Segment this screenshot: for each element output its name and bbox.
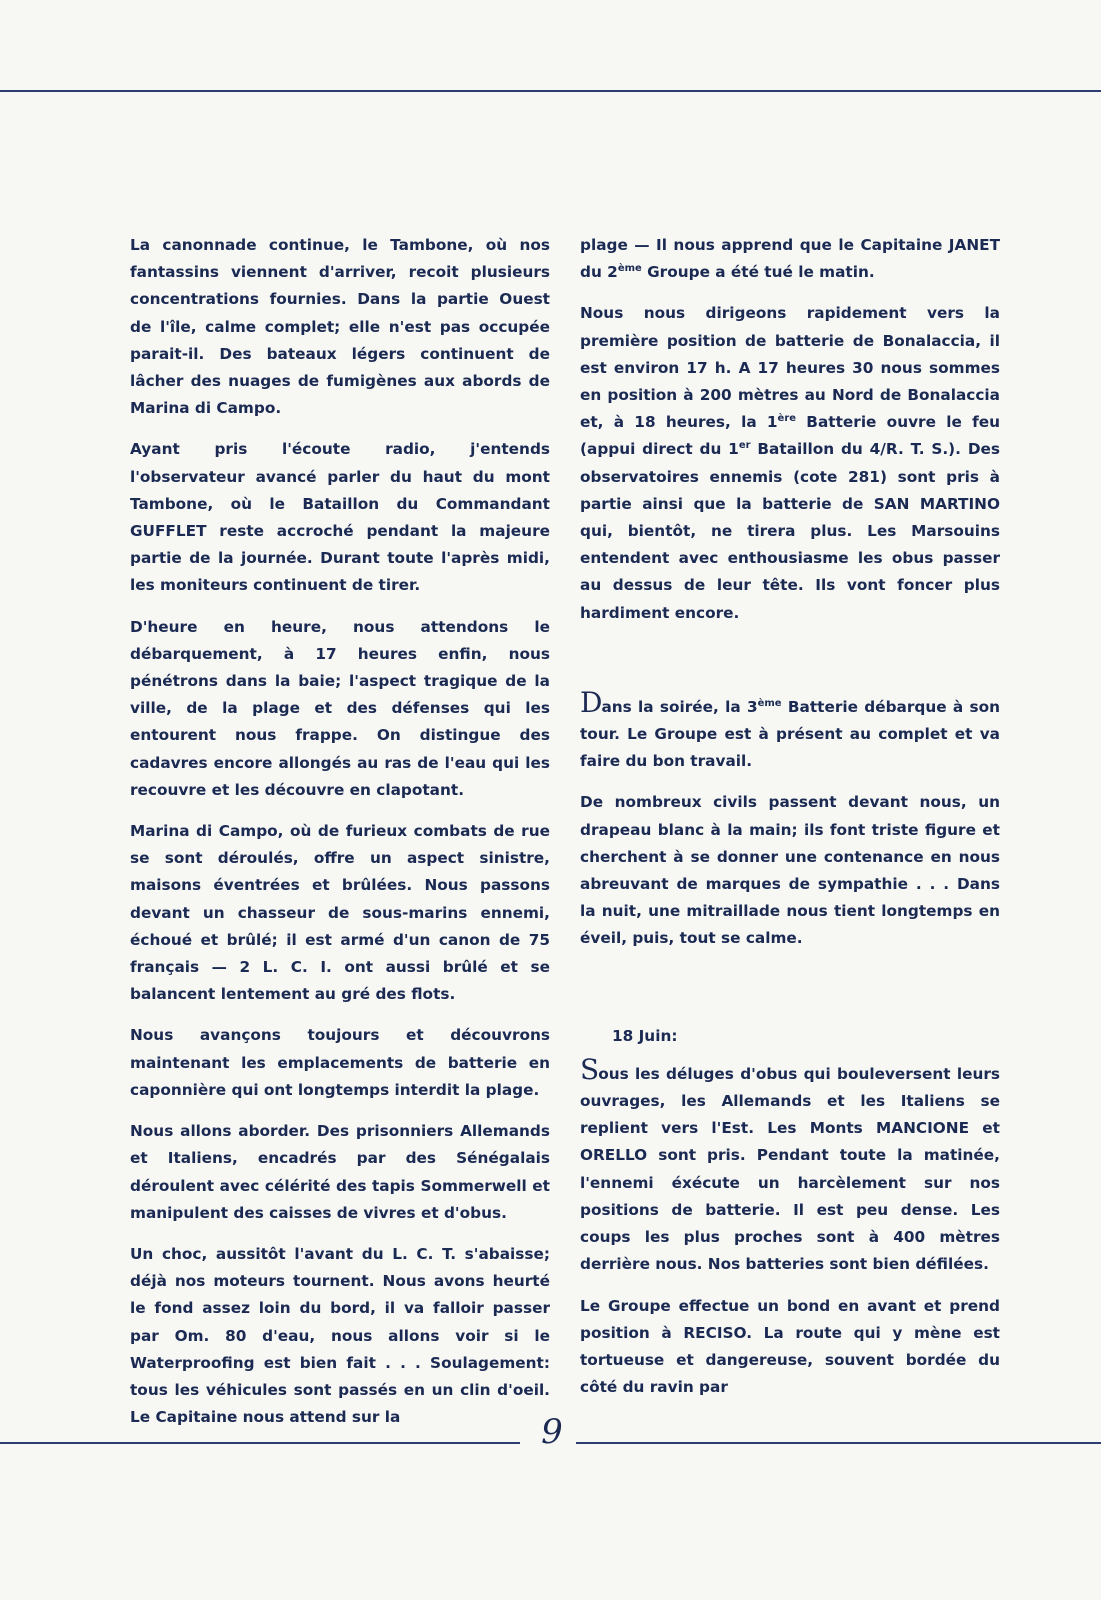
paragraph: D'heure en heure, nous attendons le débarquement, à 17 heures enfin, nous pénétrons dans la baie; l'aspect tragique de la ville, de la plage et des défenses qui les entourent nous frappe. On distingue des cadavres encore allongés au ras de l'eau qui les recouvre et les découvre en clapotant.: [130, 617, 550, 799]
paragraph: Le Groupe effectue un bond en avant et prend position à RECISO. La route qui y mène est tortueuse et dangereuse, souvent bordée du côté du ravin par: [580, 1296, 1000, 1397]
paragraph: [580, 232, 1000, 286]
paragraph: [580, 300, 1000, 626]
superscript: er: [738, 440, 751, 452]
text-run: Batterie débarque à son tour. Le Groupe est à présent au complet et va faire du bon travail.: [580, 697, 1000, 771]
right-column: [580, 232, 1000, 1415]
drop-cap: D: [580, 685, 602, 719]
superscript: ère: [777, 413, 797, 425]
text-run: Groupe a été tué le matin.: [641, 263, 875, 282]
paragraph: Un choc, aussitôt l'avant du L. C. T. s'abaisse; déjà nos moteurs tournent. Nous avons heurté le fond assez loin du bord, il va falloir passer par Om. 80 d'eau, nous allons voir si le Waterproofing est bien fait . . . Soulagement: tous les véhicules sont passés en un clin d'oeil. Le Capitaine nous attend sur la: [130, 1244, 550, 1427]
date-spacer: [580, 967, 1000, 1023]
paragraph: Nous allons aborder. Des prisonniers Allemands et Italiens, encadrés par des Sénégalais déroulent avec célérité des tapis Sommerwell et manipulent des caisses de vivres et d'obus.: [130, 1122, 550, 1222]
paragraph: [580, 685, 1000, 776]
paragraph: Marina di Campo, où de furieux combats de rue se sont déroulés, offre un aspect sinistre, maisons éventrées et brûlées. Nous passons devant un chasseur de sous-marins ennemi, échoué et brûlé; il est armé d'un canon de 75 français — 2 L. C. I. ont aussi brûlé et se balancent lentement au gré des flots.: [130, 822, 550, 1004]
superscript: ème: [617, 263, 642, 275]
date-heading: 18 Juin:: [612, 1026, 678, 1045]
section-spacer: [580, 641, 1000, 693]
bottom-rule-right: [576, 1442, 1101, 1444]
text-run: plage — Il nous apprend que le Capitaine JANET du 2: [580, 236, 1000, 282]
paragraph: La canonnade continue, le Tambone, où nos fantassins viennent d'arriver, recoit plusieurs concentrations fournies. Dans la partie Ouest de l'île, calme complet; elle n'est pas occupée parait-il. Des bateaux légers continuent de lâcher des nuages de fumigènes aux abords de Marina di Campo.: [130, 236, 550, 418]
paragraph: De nombreux civils passent devant nous, un drapeau blanc à la main; ils font triste figure et cherchent à se donner une contenance en nous abreuvant de marques de sympathie . . . Dans la nuit, une mitraillade nous tient longtemps en éveil, puis, tout se calme.: [580, 793, 1000, 948]
text-run: Bataillon du 4/R. T. S.). Des observatoires ennemis (cote 281) sont pris à partie ainsi que la batterie de SAN MARTINO qui, bientôt, ne tirera plus. Les Marsouins entendent avec enthousiasme les obus passer au dessus de leur tête. Ils vont foncer plus hardiment encore.: [580, 440, 1000, 622]
page-number: 9: [541, 1412, 563, 1452]
paragraph: [580, 1052, 1000, 1279]
drop-cap: S: [580, 1052, 599, 1086]
text-run: Batterie ouvre le feu (appui direct du 1: [580, 413, 1000, 459]
text-run: ous les déluges d'obus qui bouleversent leurs ouvrages, les Allemands et les Italiens se replient vers l'Est. Les Monts MANCIONE et ORELLO sont pris. Pendant toute la matinée, l'ennemi éxécute un harcèlement sur nos positions de batterie. Il est peu dense. Les coups les plus proches sont à 400 mètres derrière nous. Nos batteries sont bien défilées.: [580, 1064, 1000, 1274]
paragraph: Nous avançons toujours et découvrons maintenant les emplacements de batterie en caponnière qui ont longtemps interdit la plage.: [130, 1026, 550, 1099]
left-column: [130, 232, 550, 1445]
paragraph: Ayant pris l'écoute radio, j'entends l'observateur avancé parler du haut du mont Tambone, où le Bataillon du Commandant GUFFLET reste accroché pendant la majeure partie de la journée. Durant toute l'après midi, les moniteurs continuent de tirer.: [130, 440, 550, 595]
bottom-rule-left: [0, 1442, 520, 1444]
text-run: ans la soirée, la 3: [601, 697, 758, 716]
superscript: ème: [757, 697, 782, 709]
top-rule: [0, 90, 1101, 92]
text-run: Nous nous dirigeons rapidement vers la première position de batterie de Bonalaccia, il est environ 17 h. A 17 heures 30 nous sommes en position à 200 mètres au Nord de Bonalaccia et, à 18 heures, la 1: [580, 304, 1000, 432]
